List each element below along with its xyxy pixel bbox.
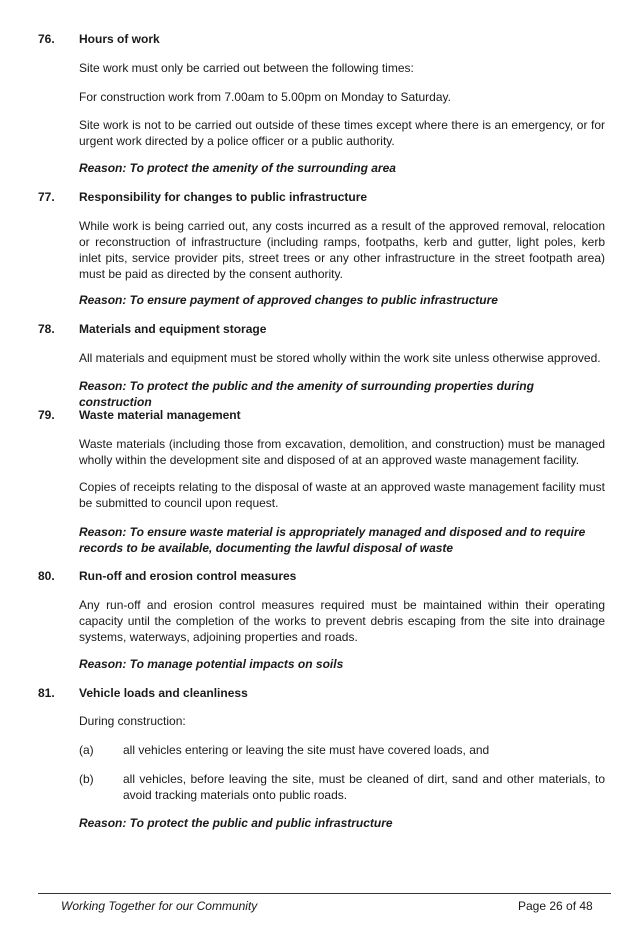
- list-item: all vehicles, before leaving the site, must be cleaned of dirt, sand and other materials, to avoid tracking materials onto public roads.: [123, 772, 605, 802]
- reason-text: Reason: To manage potential impacts on soils: [79, 657, 344, 671]
- paragraph: Copies of receipts relating to the disposal of waste at an approved waste management facility must be submitted to council upon request.: [79, 480, 605, 510]
- reason-text: Reason: To ensure waste material is appropriately managed and disposed and to require records to be available, documenting the lawful disposal of waste: [79, 525, 586, 555]
- footer-divider: [38, 893, 611, 894]
- list-item-label: (a): [79, 743, 94, 757]
- reason-text: Reason: To protect the public and the amenity of surrounding properties during construction: [79, 379, 534, 409]
- paragraph: During construction:: [79, 714, 186, 728]
- section-number: 77.: [38, 190, 55, 204]
- reason-text: Reason: To ensure payment of approved changes to public infrastructure: [79, 293, 498, 307]
- paragraph: Any run-off and erosion control measures required must be maintained within their operating capacity until the completion of the works to prevent debris escaping from the site into drainage systems, waterways, adjoining properties and roads.: [79, 598, 605, 644]
- section-title: Hours of work: [79, 32, 160, 46]
- section-number: 79.: [38, 408, 55, 422]
- section-title: Waste material management: [79, 408, 241, 422]
- section-number: 76.: [38, 32, 55, 46]
- paragraph: Site work must only be carried out between the following times:: [79, 61, 414, 75]
- paragraph: While work is being carried out, any costs incurred as a result of the approved removal, relocation or reconstruction of infrastructure (including ramps, footpaths, kerb and gutter, light poles, kerb inlet pits, service provider pits, street trees or any other infrastructure in the street footpath area) must be paid as directed by the consent authority.: [79, 219, 605, 281]
- section-title: Materials and equipment storage: [79, 322, 267, 336]
- list-item: all vehicles entering or leaving the site must have covered loads, and: [123, 743, 490, 757]
- paragraph: For construction work from 7.00am to 5.00pm on Monday to Saturday.: [79, 90, 451, 104]
- page-number: Page 26 of 48: [518, 899, 593, 913]
- paragraph: All materials and equipment must be stored wholly within the work site unless otherwise approved.: [79, 351, 601, 365]
- paragraph: Site work is not to be carried out outside of these times except where there is an emergency, or for urgent work directed by a police officer or a public authority.: [79, 118, 605, 148]
- footer-tagline: Working Together for our Community: [61, 899, 258, 913]
- section-number: 81.: [38, 686, 55, 700]
- reason-text: Reason: To protect the amenity of the surrounding area: [79, 161, 396, 175]
- section-number: 80.: [38, 569, 55, 583]
- section-title: Run-off and erosion control measures: [79, 569, 297, 583]
- list-item-label: (b): [79, 772, 94, 786]
- paragraph: Waste materials (including those from excavation, demolition, and construction) must be managed wholly within the development site and disposed of at an approved waste management facility.: [79, 437, 605, 467]
- section-title: Responsibility for changes to public infrastructure: [79, 190, 368, 204]
- reason-text: Reason: To protect the public and public infrastructure: [79, 816, 393, 830]
- section-title: Vehicle loads and cleanliness: [79, 686, 248, 700]
- section-number: 78.: [38, 322, 55, 336]
